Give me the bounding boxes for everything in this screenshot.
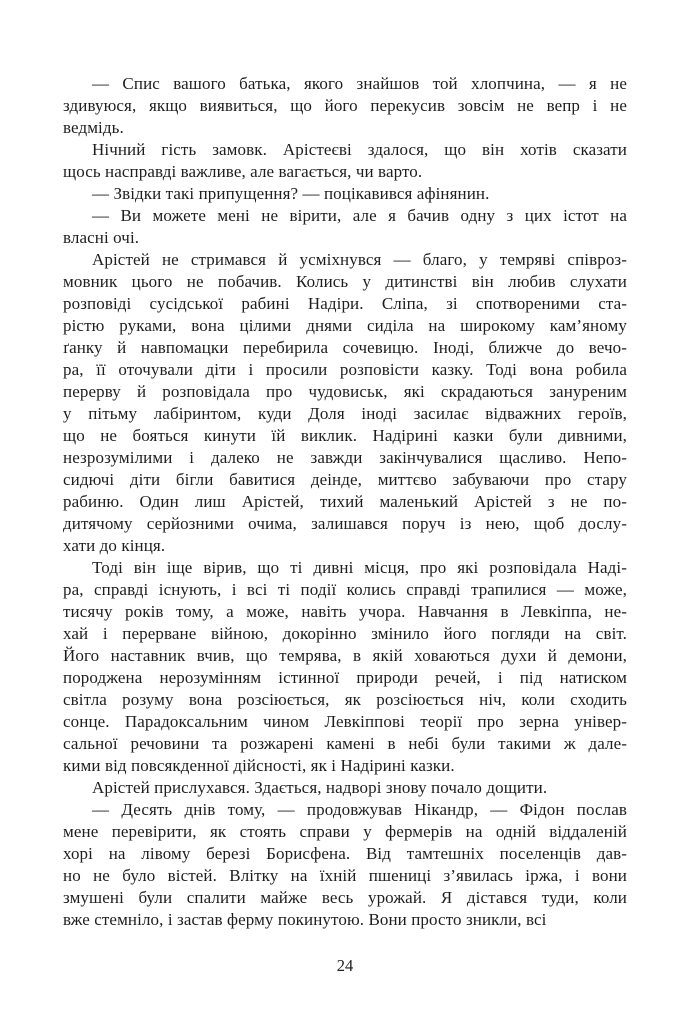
text-line: но не було вістей. Влітку на їхній пшениці з’явилась іржа, і вони [63, 866, 627, 885]
text-line: Його наставник вчив, що темрява, в якій ховаються духи й демони, [63, 646, 627, 665]
text-line: у пітьму лабіринтом, куди Доля іноді засилає відважних героїв, [63, 404, 627, 423]
text-line: вже стемніло, і застав ферму покинутою. Вони просто зникли, всі [63, 910, 547, 929]
text-line: Нічний гість замовк. Арістеєві здалося, що він хотів сказати [92, 140, 627, 159]
text-line: хорі на лівому березі Борисфена. Від тамтешніх поселенців дав- [63, 844, 627, 863]
text-line: — Звідки такі припущення? — поцікавився афінянин. [92, 184, 490, 203]
paragraph [63, 799, 627, 931]
text-line: змушені були спалити майже весь урожай. Я дістався туди, коли [63, 888, 627, 907]
text-line: сальної речовини та розжарені камені в небі були такими ж дале- [63, 734, 627, 753]
text-line: ра, справді існують, і всі ті події колись справді трапилися — може, [63, 580, 627, 599]
text-line: хай і перерване війною, докорінно змінило його погляди на світ. [63, 624, 627, 643]
page-number: 24 [336, 956, 354, 975]
text-line: розповіді сусідської рабині Надіри. Сліпа, зі спотвореними ста- [63, 294, 627, 313]
text-line: рабиню. Один лиш Арістей, тихий маленький Арістей з не по- [63, 492, 627, 511]
text-line: хати до кінця. [63, 536, 166, 555]
text-line: — Десять днів тому, — продовжував Нікандр, — Фідон послав [92, 800, 627, 819]
text-line: мене перевірити, як стоять справи у фермерів на одній віддаленій [63, 822, 627, 841]
text-line: перерву й розповідала про чудовиськ, які скрадаються зануреним [63, 382, 627, 401]
text-line: сидючі діти бігли бавитися деінде, миттєво забуваючи про стару [63, 470, 627, 489]
text-line: Арістей прислухався. Здається, надворі знову почало дощити. [92, 778, 548, 797]
text-line: — Ви можете мені не вірити, але я бачив одну з цих істот на [92, 206, 627, 225]
page-text-block [63, 73, 627, 931]
text-line: сонце. Парадоксальним чином Левкіппові теорії про зерна універ- [63, 712, 627, 731]
text-line: мовник цього не побачив. Колись у дитинстві він любив слухати [63, 272, 627, 291]
text-line: світла розуму вона розсіюється, як розсіюється ніч, коли сходить [63, 690, 627, 709]
text-line: — Спис вашого батька, якого знайшов той хлопчина, — я не [92, 74, 627, 93]
text-line: рістю руками, вона цілими днями сиділа на широкому кам’яному [63, 316, 627, 335]
paragraph [63, 557, 627, 777]
text-line: власні очі. [63, 228, 140, 247]
text-line: дитячому серйозними очима, залишався поруч із нею, щоб дослу- [63, 514, 627, 533]
text-line: ра, її оточували діти і просили розповісти казку. Тоді вона робила [63, 360, 627, 379]
text-line: тисячу років тому, а може, навіть учора. Навчання в Левкіппа, не- [63, 602, 627, 621]
paragraph [63, 205, 627, 249]
text-line: незрозумілими і далеко не завжди закінчувалися щасливо. Непо- [63, 448, 627, 467]
paragraph [63, 183, 627, 205]
text-line: Тоді він іще вірив, що ті дивні місця, про які розповідала Наді- [92, 558, 627, 577]
text-line: породжена нерозумінням істинної природи речей, і під натиском [63, 668, 627, 687]
text-line: Арістей не стримався й усміхнувся — благо, у темряві співроз- [92, 250, 627, 269]
paragraph [63, 249, 627, 557]
text-line: кими від повсякденної дійсності, як і Надірині казки. [63, 756, 455, 775]
paragraph [63, 73, 627, 139]
paragraph [63, 139, 627, 183]
text-line: ґанку й навпомацки перебирила сочевицю. Іноді, ближче до вечо- [63, 338, 627, 357]
text-line: ведмідь. [63, 118, 124, 137]
text-line: що не бояться кинути їй виклик. Надірині казки були дивними, [63, 426, 627, 445]
paragraph [63, 777, 627, 799]
text-line: здивуюся, якщо виявиться, що його перекусив зовсім не вепр і не [63, 96, 627, 115]
text-line: щось насправді важливе, але вагається, чи варто. [63, 162, 423, 181]
